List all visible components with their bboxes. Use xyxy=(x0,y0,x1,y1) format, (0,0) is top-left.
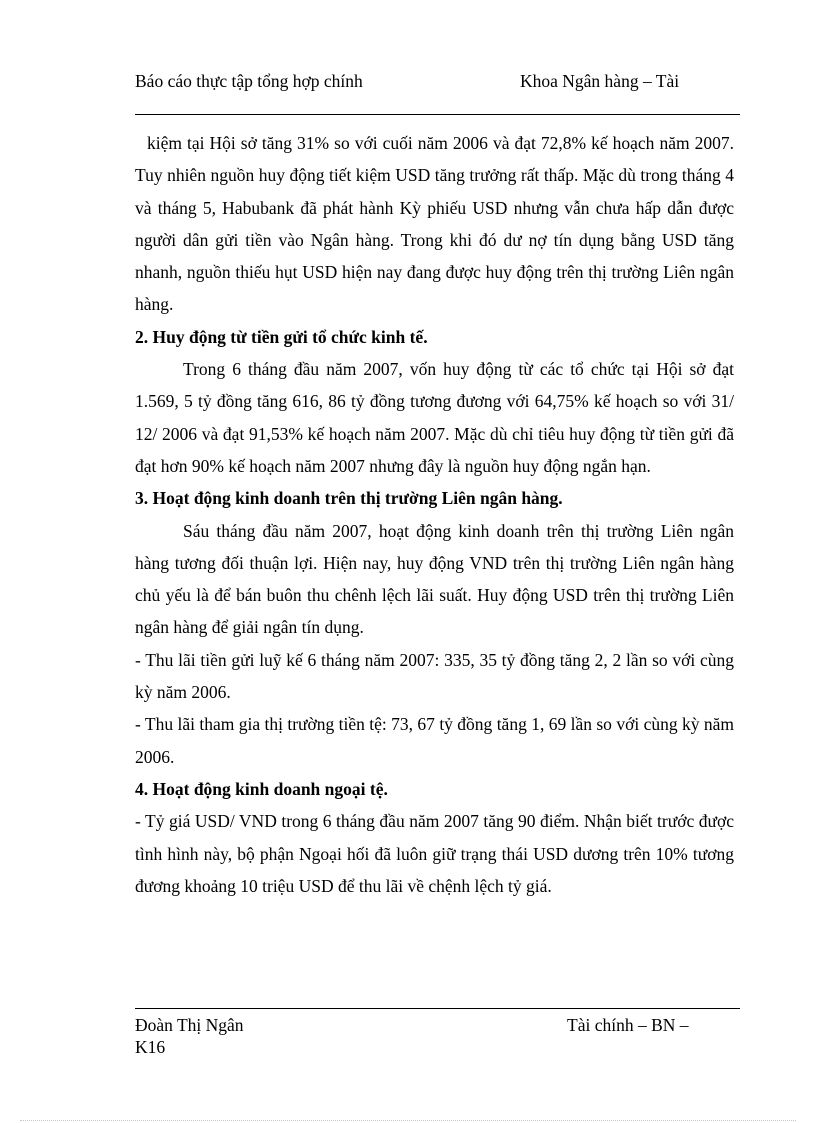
bullet-deposit-interest: - Thu lãi tiền gửi luỹ kế 6 tháng năm 2007: 335, 35 tỷ đồng tăng 2, 2 lần so với cùng kỳ năm 2006. xyxy=(135,649,734,703)
page-footer xyxy=(135,1008,740,1057)
bullet-money-market: - Thu lãi tham gia thị trường tiền tệ: 73, 67 tỷ đồng tăng 1, 69 lần so với cùng kỳ năm 2006. xyxy=(135,714,734,767)
page-boundary xyxy=(20,1120,796,1121)
paragraph-org-deposits: Trong 6 tháng đầu năm 2007, vốn huy động từ các tổ chức tại Hội sở đạt 1.569, 5 tỷ đồng tăng 616, 86 tỷ đồng tương đương với 64,75% kế hoạch so với 31/ 12/ 2006 và đạt 91,53% kế hoạch năm 2007. Mặc dù chỉ tiêu huy động từ tiền gửi đã đạt hơn 90% kế hoạch năm 2007 nhưng đây là nguồn huy động ngắn hạn. xyxy=(135,359,734,476)
section-heading-4: 4. Hoạt động kinh doanh ngoại tệ. xyxy=(135,778,388,799)
header-faculty: Khoa Ngân hàng – Tài xyxy=(520,71,680,91)
paragraph-interbank: Sáu tháng đầu năm 2007, hoạt động kinh doanh trên thị trường Liên ngân hàng tương đối thuận lợi. Hiện nay, huy động VND trên thị trường Liên ngân hàng chủ yếu là để bán buôn thu chênh lệch lãi suất. Huy động USD trên thị trường Liên ngân hàng để giải ngân tín dụng. xyxy=(135,520,734,638)
paragraph-savings: kiệm tại Hội sở tăng 31% so với cuối năm 2006 và đạt 72,8% kế hoạch năm 2007. Tuy nhiên nguồn huy động tiết kiệm USD tăng trưởng rất thấp. Mặc dù trong tháng 4 và tháng 5, Habubank đã phát hành Kỳ phiếu USD nhưng vẫn chưa hấp dẫn được người dân gửi tiền vào Ngân hàng. Trong khi đó dư nợ tín dụng bằng USD tăng nhanh, nguồn thiếu hụt USD hiện nay đang được huy động trên thị trường Liên ngân hàng. xyxy=(135,133,734,315)
footer-author: Đoàn Thị Ngân K16 xyxy=(135,1015,244,1057)
bullet-exchange-rate: - Tỷ giá USD/ VND trong 6 tháng đầu năm 2007 tăng 90 điểm. Nhận biết trước được tình hình này, bộ phận Ngoại hối đã luôn giữ trạng thái USD dương trên 10% tương đương khoảng 10 triệu USD để thu lãi về chệnh lệch tỷ giá. xyxy=(135,811,734,896)
document-body xyxy=(135,127,734,902)
footer-class: Tài chính – BN – xyxy=(567,1015,689,1035)
section-heading-3: 3. Hoạt động kinh doanh trên thị trường Liên ngân hàng. xyxy=(135,488,563,509)
page-header xyxy=(135,70,740,115)
header-report-title: Báo cáo thực tập tổng hợp chính xyxy=(135,71,363,91)
section-heading-2: 2. Huy động từ tiền gửi tổ chức kinh tế. xyxy=(135,326,428,347)
